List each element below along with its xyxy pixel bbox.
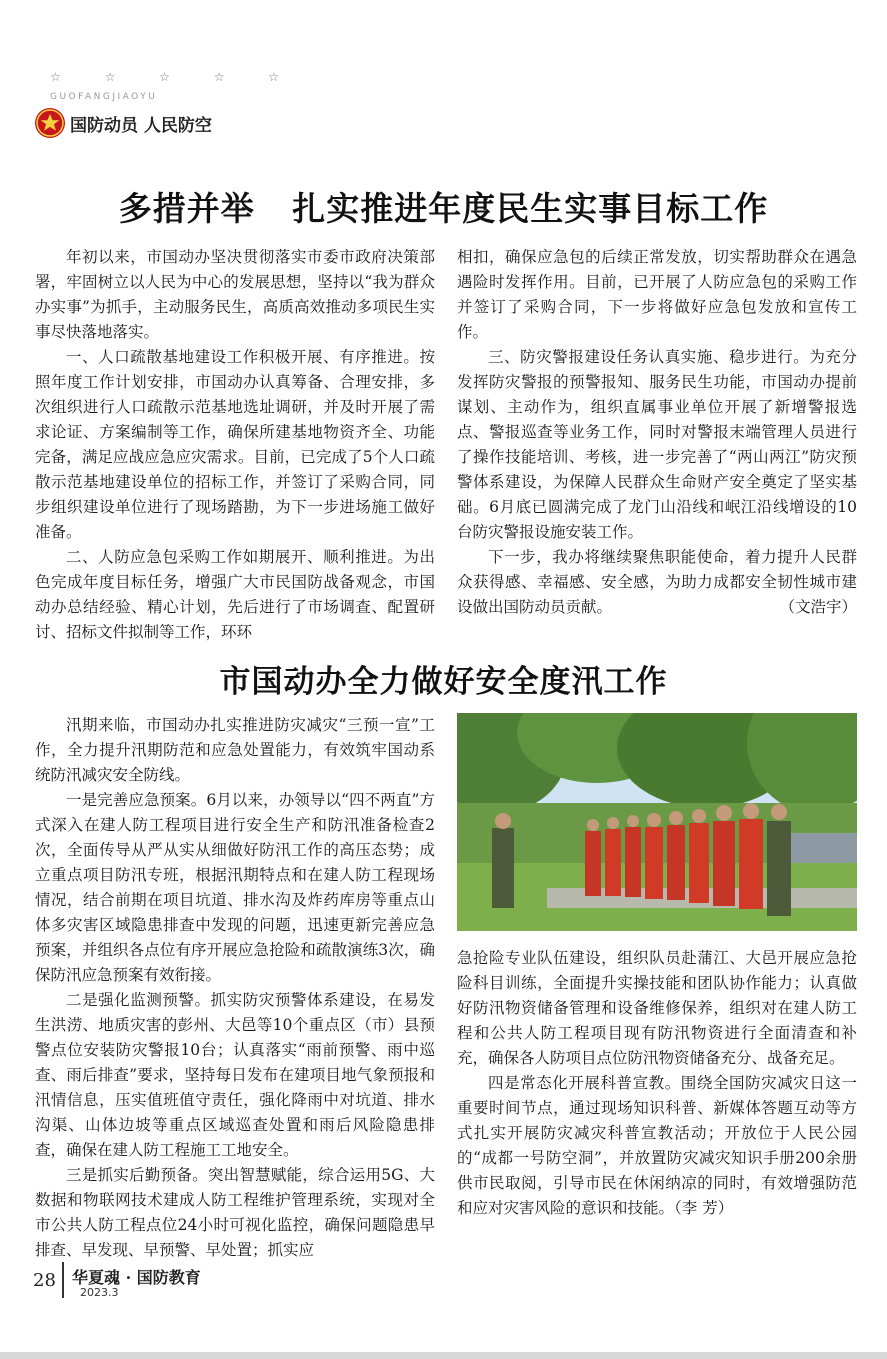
paragraph-continued: 相扣，确保应急包的后续正常发放，切实帮助群众在遇急遇险时发挥作用。目前，已开展了人防应急包的采购工作并签订了采购合同，下一步将做好应急包发放和宣传工作。	[457, 248, 857, 341]
article1-author: （文浩宇）	[779, 598, 857, 616]
page-number: 28	[33, 1270, 56, 1291]
section-brand: 国防动员 人民防空	[70, 116, 212, 136]
paragraph-text: 下一步，我办将继续聚焦职能使命，着力提升人民群众获得感、幸福感、安全感，为助力成都安全韧性城市建设做出国防动员贡献。	[457, 548, 857, 616]
paragraph-text: 四是常态化开展科普宣教。围绕全国防灾减灾日这一重要时间节点，通过现场知识科普、新媒体答题互动等方式扎实开展防灾减灾科普宣教活动；开放位于人民公园的“成都一号防空洞”，并放置防灾减灾知识手册200余册供市民取阅，引导市民在休闲纳凉的同时，有效增强防范和应对灾害风险的意识和技能。	[457, 1074, 857, 1217]
article2-title: 市国动办全力做好安全度汛工作	[219, 664, 668, 700]
magazine-name: 华夏魂 · 国防教育	[72, 1268, 201, 1287]
paragraph	[457, 545, 857, 620]
paragraph: 三是抓实后勤预备。突出智慧赋能，综合运用5G、大数据和物联网技术建成人防工程维护管理系统，实现对全市公共人防工程点位24小时可视化监控，确保问题隐患早排查、早发现、早预警、早处置；抓实应	[35, 1166, 435, 1259]
article2-author: （李 芳）	[674, 1199, 734, 1217]
paragraph: 年初以来，市国动办坚决贯彻落实市委市政府决策部署，牢固树立以人民为中心的发展思想，坚持以“我为群众办实事”为抓手，主动服务民生，高质高效推动多项民生实事尽快落地落实。	[35, 248, 435, 341]
paragraph: 汛期来临，市国动办扎实推进防灾减灾“三预一宣”工作，全力提升汛期防范和应急处置能力，有效筑牢国动系统防汛减灾安全防线。	[35, 716, 435, 784]
bottom-border	[0, 1352, 887, 1359]
article2-column-right	[457, 946, 857, 1221]
paragraph: 二、人防应急包采购工作如期展开、顺利推进。为出色完成年度目标任务，增强广大市民国防战备观念，市国动办总结经验、精心计划，先后进行了市场调查、配置研讨、招标文件拟制等工作，环环	[35, 548, 435, 641]
article1-title: 多措并举 扎实推进年度民生实事目标工作	[118, 189, 769, 228]
paragraph: 三、防灾警报建设任务认真实施、稳步进行。为充分发挥防灾警报的预警报知、服务民生功能，市国动办提前谋划、主动作为，组织直属事业单位开展了新增警报选点、警报巡查等业务工作，同时对警报末端管理人员进行了操作技能培训、考核，进一步完善了“两山两江”防灾预警体系建设，为保障人民群众生命财产安全奠定了坚实基础。6月底已圆满完成了龙门山沿线和岷江沿线增设的10台防灾警报设施安装工作。	[457, 348, 857, 541]
paragraph: 一、人口疏散基地建设工作积极开展、有序推进。按照年度工作计划安排，市国动办认真筹备、合理安排，多次组织进行人口疏散示范基地选址调研，并及时开展了需求论证、方案编制等工作，确保所建基地物资齐全、功能完备，满足应战应急应灾需求。目前，已完成了5个人口疏散示范基地建设单位的招标工作，并签订了采购合同，同步组织建设单位进行了现场踏勘，为下一步进场施工做好准备。	[35, 348, 435, 541]
decorative-stars: ☆ ☆ ☆ ☆ ☆	[50, 70, 300, 84]
article1-column-right	[457, 245, 857, 620]
article1-column-left	[35, 245, 435, 645]
paragraph	[457, 1071, 857, 1221]
issue-number: 2023.3	[80, 1286, 119, 1299]
paragraph-continued: 急抢险专业队伍建设，组织队员赴蒲江、大邑开展应急抢险科目训练，全面提升实操技能和团队协作能力；认真做好防汛物资储备管理和设备维修保养，组织对在建人防工程和公共人防工程项目现有防汛物资进行全面清查和补充，确保各人防项目点位防汛物资储备充分、战备充足。	[457, 949, 857, 1067]
paragraph: 一是完善应急预案。6月以来，办领导以“四不两直”方式深入在建人防工程项目进行安全生产和防汛准备检查2次，全面传导从严从实从细做好防汛工作的高压态势；成立重点项目防汛专班，根据汛期特点和在建人防工程现场情况，结合前期在项目坑道、排水沟及炸药库房等重点山体多灾害区域隐患排查中发现的问题，迅速更新完善应急预案，并组织各点位有序开展应急抢险和疏散演练3次，确保防汛应急预案有效衔接。	[35, 791, 435, 984]
section-pinyin: GUOFANGJIAOYU	[50, 92, 158, 102]
article2-column-left	[35, 713, 435, 1263]
training-team-photo	[457, 713, 857, 931]
footer-divider	[62, 1262, 64, 1298]
paragraph: 二是强化监测预警。抓实防灾预警体系建设，在易发生洪涝、地质灾害的彭州、大邑等10个重点区（市）县预警点位安装防灾警报10台；认真落实“雨前预警、雨中巡查、雨后排查”要求，坚持每日发布在建项目地气象预报和汛情信息，压实值班值守责任，强化降雨中对坑道、排水沟渠、山体边坡等重点区域巡查处置和雨后风险隐患排查，确保在建人防工程施工工地安全。	[35, 991, 435, 1159]
army-emblem-icon	[35, 108, 65, 138]
